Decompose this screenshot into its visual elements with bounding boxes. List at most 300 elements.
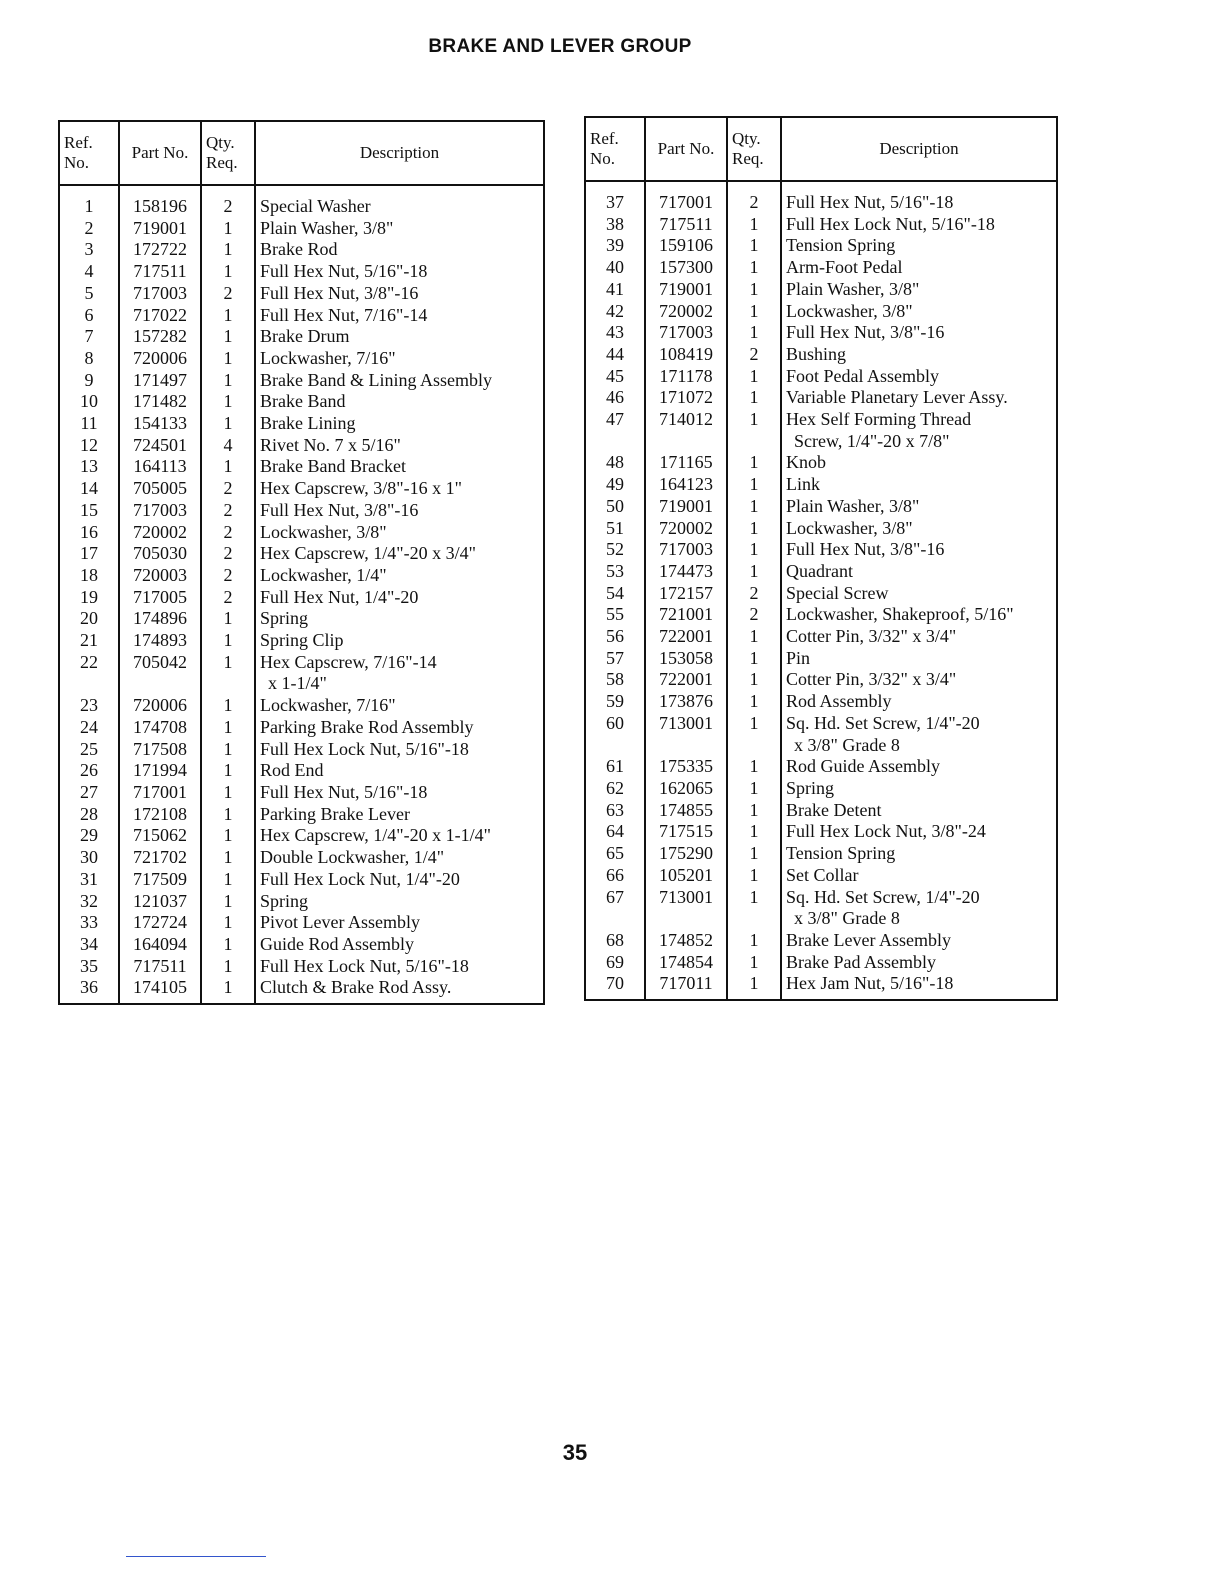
part-no-cell: 164113: [119, 456, 201, 478]
ref-no-cell: 46: [585, 387, 645, 409]
ref-no-cell: 7: [59, 326, 119, 348]
table-row: [585, 387, 1057, 409]
part-no-cell: 174854: [645, 952, 727, 974]
part-no-cell: 162065: [645, 778, 727, 800]
description-cell: Foot Pedal Assembly: [781, 366, 1057, 388]
table-row: [59, 977, 544, 1004]
ref-no-cell: 13: [59, 456, 119, 478]
table-row: [59, 912, 544, 934]
ref-no-cell: 52: [585, 539, 645, 561]
header-part-no: Part No.: [645, 117, 727, 181]
description-cell: Lockwasher, 3/8": [781, 301, 1057, 323]
part-no-cell: 705030: [119, 543, 201, 565]
part-no-cell: 174855: [645, 800, 727, 822]
table-row: [59, 456, 544, 478]
header-description: Description: [781, 117, 1057, 181]
table-row: [585, 322, 1057, 344]
part-no-cell: 174896: [119, 608, 201, 630]
description-cell: Quadrant: [781, 561, 1057, 583]
qty-cell: 1: [201, 847, 255, 869]
qty-cell: [727, 735, 781, 757]
qty-cell: 1: [727, 669, 781, 691]
part-no-cell: 159106: [645, 235, 727, 257]
qty-cell: 1: [201, 782, 255, 804]
qty-cell: 2: [201, 500, 255, 522]
part-no-cell: 172157: [645, 583, 727, 605]
ref-no-cell: [585, 908, 645, 930]
qty-cell: 1: [727, 930, 781, 952]
ref-no-cell: 63: [585, 800, 645, 822]
description-cell: Rod Guide Assembly: [781, 756, 1057, 778]
qty-cell: 1: [727, 366, 781, 388]
qty-cell: 1: [201, 261, 255, 283]
ref-no-cell: 4: [59, 261, 119, 283]
table-row: [59, 695, 544, 717]
part-no-cell: [645, 431, 727, 453]
table-row: [585, 973, 1057, 1000]
ref-no-cell: 39: [585, 235, 645, 257]
qty-cell: 1: [727, 648, 781, 670]
table-row: [585, 821, 1057, 843]
description-cell: Brake Lining: [255, 413, 544, 435]
table-row: [585, 887, 1057, 909]
table-row: [585, 474, 1057, 496]
description-cell: Bushing: [781, 344, 1057, 366]
qty-cell: [727, 908, 781, 930]
table-row: [59, 370, 544, 392]
ref-no-cell: 35: [59, 956, 119, 978]
part-no-cell: 174473: [645, 561, 727, 583]
qty-cell: 1: [201, 413, 255, 435]
table-row: [585, 604, 1057, 626]
qty-cell: 2: [201, 587, 255, 609]
part-no-cell: 171072: [645, 387, 727, 409]
ref-no-cell: [59, 673, 119, 695]
description-cell: x 3/8" Grade 8: [781, 735, 1057, 757]
description-cell: Full Hex Nut, 1/4"-20: [255, 587, 544, 609]
parts-table-right-body: [585, 181, 1057, 1000]
part-no-cell: 175290: [645, 843, 727, 865]
header-part-no: Part No.: [119, 121, 201, 185]
description-cell: Tension Spring: [781, 843, 1057, 865]
qty-cell: 1: [201, 977, 255, 1004]
ref-no-cell: 30: [59, 847, 119, 869]
ref-no-cell: 65: [585, 843, 645, 865]
qty-cell: 1: [201, 630, 255, 652]
part-no-cell: 713001: [645, 713, 727, 735]
table-row: [585, 583, 1057, 605]
qty-cell: 1: [727, 887, 781, 909]
description-cell: Set Collar: [781, 865, 1057, 887]
part-no-cell: [645, 908, 727, 930]
part-no-cell: 157282: [119, 326, 201, 348]
description-cell: Brake Detent: [781, 800, 1057, 822]
part-no-cell: 724501: [119, 435, 201, 457]
qty-cell: 1: [201, 391, 255, 413]
table-row: [585, 713, 1057, 735]
part-no-cell: 174708: [119, 717, 201, 739]
table-row: [585, 214, 1057, 236]
qty-cell: 1: [727, 387, 781, 409]
ref-no-cell: 69: [585, 952, 645, 974]
description-cell: Hex Capscrew, 3/8"-16 x 1": [255, 478, 544, 500]
part-no-cell: 171994: [119, 760, 201, 782]
table-row: [59, 869, 544, 891]
table-row-continuation: [585, 908, 1057, 930]
table-row: [585, 778, 1057, 800]
qty-cell: 1: [727, 496, 781, 518]
ref-no-cell: 55: [585, 604, 645, 626]
part-no-cell: [645, 735, 727, 757]
qty-cell: 1: [727, 518, 781, 540]
qty-cell: 1: [727, 214, 781, 236]
part-no-cell: 153058: [645, 648, 727, 670]
table-row: [59, 326, 544, 348]
qty-cell: 2: [727, 344, 781, 366]
part-no-cell: 720002: [645, 301, 727, 323]
part-no-cell: 721702: [119, 847, 201, 869]
qty-cell: [727, 431, 781, 453]
table-row: [59, 847, 544, 869]
table-row: [59, 239, 544, 261]
part-no-cell: 174852: [645, 930, 727, 952]
part-no-cell: 722001: [645, 626, 727, 648]
description-cell: Brake Band: [255, 391, 544, 413]
header-description: Description: [255, 121, 544, 185]
table-row: [585, 366, 1057, 388]
part-no-cell: 722001: [645, 669, 727, 691]
ref-no-cell: 61: [585, 756, 645, 778]
table-row-continuation: [59, 673, 544, 695]
description-cell: Plain Washer, 3/8": [781, 279, 1057, 301]
qty-cell: 1: [727, 452, 781, 474]
table-row: [585, 344, 1057, 366]
table-row: [59, 305, 544, 327]
table-row: [585, 496, 1057, 518]
ref-no-cell: 38: [585, 214, 645, 236]
ref-no-cell: 64: [585, 821, 645, 843]
table-row: [585, 843, 1057, 865]
description-cell: Lockwasher, Shakeproof, 5/16": [781, 604, 1057, 626]
table-row: [585, 518, 1057, 540]
description-cell: x 1-1/4": [255, 673, 544, 695]
ref-no-cell: 70: [585, 973, 645, 1000]
description-cell: Brake Band & Lining Assembly: [255, 370, 544, 392]
table-row: [585, 257, 1057, 279]
description-cell: Brake Rod: [255, 239, 544, 261]
qty-cell: 1: [201, 652, 255, 674]
part-no-cell: 121037: [119, 891, 201, 913]
ref-no-cell: 2: [59, 218, 119, 240]
qty-cell: 1: [727, 301, 781, 323]
description-cell: Knob: [781, 452, 1057, 474]
ref-no-cell: 28: [59, 804, 119, 826]
description-cell: Full Hex Nut, 7/16"-14: [255, 305, 544, 327]
table-row: [585, 648, 1057, 670]
table-row: [585, 952, 1057, 974]
table-row: [59, 391, 544, 413]
part-no-cell: 171497: [119, 370, 201, 392]
qty-cell: 1: [727, 257, 781, 279]
part-no-cell: 720002: [645, 518, 727, 540]
part-no-cell: 717508: [119, 739, 201, 761]
part-no-cell: 158196: [119, 185, 201, 218]
ref-no-cell: 20: [59, 608, 119, 630]
qty-cell: 1: [727, 756, 781, 778]
ref-no-cell: 43: [585, 322, 645, 344]
table-row: [585, 669, 1057, 691]
part-no-cell: 719001: [119, 218, 201, 240]
qty-cell: 1: [201, 934, 255, 956]
qty-cell: 1: [201, 760, 255, 782]
table-row: [59, 185, 544, 218]
ref-no-cell: 16: [59, 522, 119, 544]
table-row-continuation: [585, 431, 1057, 453]
part-no-cell: [119, 673, 201, 695]
table-row: [585, 800, 1057, 822]
part-no-cell: 717003: [645, 322, 727, 344]
part-no-cell: 164123: [645, 474, 727, 496]
description-cell: Special Screw: [781, 583, 1057, 605]
table-row: [585, 691, 1057, 713]
part-no-cell: 717011: [645, 973, 727, 1000]
part-no-cell: 105201: [645, 865, 727, 887]
description-cell: Parking Brake Lever: [255, 804, 544, 826]
part-no-cell: 172724: [119, 912, 201, 934]
description-cell: Full Hex Nut, 5/16"-18: [255, 782, 544, 804]
table-row: [59, 348, 544, 370]
description-cell: Full Hex Nut, 5/16"-18: [781, 181, 1057, 214]
table-row: [59, 261, 544, 283]
qty-cell: 1: [201, 348, 255, 370]
description-cell: Parking Brake Rod Assembly: [255, 717, 544, 739]
ref-no-cell: 33: [59, 912, 119, 934]
table-row: [585, 301, 1057, 323]
qty-cell: 1: [727, 279, 781, 301]
qty-cell: 1: [201, 869, 255, 891]
description-cell: Spring: [255, 891, 544, 913]
qty-cell: 1: [201, 956, 255, 978]
ref-no-cell: 17: [59, 543, 119, 565]
description-cell: Lockwasher, 7/16": [255, 348, 544, 370]
part-no-cell: 174105: [119, 977, 201, 1004]
ref-no-cell: 60: [585, 713, 645, 735]
ref-no-cell: 31: [59, 869, 119, 891]
part-no-cell: 717511: [645, 214, 727, 236]
qty-cell: 2: [727, 583, 781, 605]
table-row: [585, 865, 1057, 887]
ref-no-cell: 5: [59, 283, 119, 305]
ref-no-cell: 51: [585, 518, 645, 540]
description-cell: Pivot Lever Assembly: [255, 912, 544, 934]
table-row: [59, 283, 544, 305]
table-row: [59, 782, 544, 804]
part-no-cell: 717005: [119, 587, 201, 609]
qty-cell: 1: [201, 239, 255, 261]
qty-cell: 1: [727, 691, 781, 713]
ref-no-cell: 57: [585, 648, 645, 670]
part-no-cell: 175335: [645, 756, 727, 778]
ref-no-cell: 10: [59, 391, 119, 413]
part-no-cell: 157300: [645, 257, 727, 279]
part-no-cell: 108419: [645, 344, 727, 366]
description-cell: Spring Clip: [255, 630, 544, 652]
ref-no-cell: 49: [585, 474, 645, 496]
description-cell: Hex Capscrew, 1/4"-20 x 3/4": [255, 543, 544, 565]
description-cell: Lockwasher, 7/16": [255, 695, 544, 717]
part-no-cell: 720003: [119, 565, 201, 587]
part-no-cell: 717003: [119, 500, 201, 522]
qty-cell: 1: [727, 626, 781, 648]
description-cell: Hex Self Forming Thread: [781, 409, 1057, 431]
part-no-cell: 717509: [119, 869, 201, 891]
table-row: [59, 500, 544, 522]
description-cell: Full Hex Nut, 5/16"-18: [255, 261, 544, 283]
qty-cell: 1: [201, 456, 255, 478]
ref-no-cell: 54: [585, 583, 645, 605]
description-cell: Plain Washer, 3/8": [781, 496, 1057, 518]
part-no-cell: 154133: [119, 413, 201, 435]
qty-cell: 1: [201, 739, 255, 761]
ref-no-cell: 11: [59, 413, 119, 435]
table-row: [59, 739, 544, 761]
description-cell: Spring: [255, 608, 544, 630]
table-row: [585, 626, 1057, 648]
qty-cell: 1: [727, 561, 781, 583]
description-cell: Clutch & Brake Rod Assy.: [255, 977, 544, 1004]
qty-cell: 2: [201, 185, 255, 218]
part-no-cell: 720006: [119, 695, 201, 717]
table-row: [59, 717, 544, 739]
header-qty-req: Qty. Req.: [727, 117, 781, 181]
table-row: [585, 539, 1057, 561]
ref-no-cell: 59: [585, 691, 645, 713]
qty-cell: 1: [727, 322, 781, 344]
part-no-cell: 705042: [119, 652, 201, 674]
part-no-cell: 717003: [119, 283, 201, 305]
part-no-cell: 171178: [645, 366, 727, 388]
part-no-cell: 717511: [119, 956, 201, 978]
table-row: [585, 181, 1057, 214]
header-ref-no: Ref. No.: [585, 117, 645, 181]
description-cell: Pin: [781, 648, 1057, 670]
description-cell: Cotter Pin, 3/32" x 3/4": [781, 669, 1057, 691]
part-no-cell: 714012: [645, 409, 727, 431]
qty-cell: 1: [727, 800, 781, 822]
ref-no-cell: 3: [59, 239, 119, 261]
table-row-continuation: [585, 735, 1057, 757]
table-row: [585, 235, 1057, 257]
qty-cell: 4: [201, 435, 255, 457]
part-no-cell: 171165: [645, 452, 727, 474]
qty-cell: 1: [727, 713, 781, 735]
part-no-cell: 717515: [645, 821, 727, 843]
table-row: [59, 825, 544, 847]
ref-no-cell: 41: [585, 279, 645, 301]
ref-no-cell: 24: [59, 717, 119, 739]
ref-no-cell: 34: [59, 934, 119, 956]
description-cell: Rod End: [255, 760, 544, 782]
part-no-cell: 717022: [119, 305, 201, 327]
description-cell: Lockwasher, 1/4": [255, 565, 544, 587]
table-row: [59, 413, 544, 435]
part-no-cell: 705005: [119, 478, 201, 500]
qty-cell: 2: [201, 478, 255, 500]
part-no-cell: 713001: [645, 887, 727, 909]
qty-cell: 1: [201, 608, 255, 630]
header-qty-req: Qty. Req.: [201, 121, 255, 185]
table-header-row: [585, 117, 1057, 181]
ref-no-cell: 58: [585, 669, 645, 691]
description-cell: Brake Drum: [255, 326, 544, 348]
ref-no-cell: 44: [585, 344, 645, 366]
ref-no-cell: 53: [585, 561, 645, 583]
table-row: [59, 956, 544, 978]
part-no-cell: 717003: [645, 539, 727, 561]
description-cell: Double Lockwasher, 1/4": [255, 847, 544, 869]
ref-no-cell: 25: [59, 739, 119, 761]
table-row: [59, 760, 544, 782]
description-cell: Full Hex Lock Nut, 1/4"-20: [255, 869, 544, 891]
part-no-cell: 173876: [645, 691, 727, 713]
table-row: [59, 587, 544, 609]
ref-no-cell: 40: [585, 257, 645, 279]
qty-cell: 1: [727, 539, 781, 561]
table-row: [59, 435, 544, 457]
table-row: [59, 934, 544, 956]
description-cell: Hex Capscrew, 1/4"-20 x 1-1/4": [255, 825, 544, 847]
description-cell: Full Hex Lock Nut, 5/16"-18: [255, 956, 544, 978]
ref-no-cell: 14: [59, 478, 119, 500]
ref-no-cell: 18: [59, 565, 119, 587]
description-cell: x 3/8" Grade 8: [781, 908, 1057, 930]
qty-cell: 1: [727, 235, 781, 257]
table-row: [585, 756, 1057, 778]
description-cell: Hex Jam Nut, 5/16"-18: [781, 973, 1057, 1000]
ref-no-cell: 37: [585, 181, 645, 214]
qty-cell: [201, 673, 255, 695]
ref-no-cell: 21: [59, 630, 119, 652]
part-no-cell: 720002: [119, 522, 201, 544]
ref-no-cell: 66: [585, 865, 645, 887]
description-cell: Full Hex Nut, 3/8"-16: [781, 322, 1057, 344]
part-no-cell: 171482: [119, 391, 201, 413]
ref-no-cell: 48: [585, 452, 645, 474]
table-row: [59, 804, 544, 826]
qty-cell: 1: [201, 326, 255, 348]
qty-cell: 1: [727, 474, 781, 496]
qty-cell: 1: [201, 804, 255, 826]
table-row: [59, 543, 544, 565]
parts-table-right: [584, 116, 1058, 1001]
description-cell: Full Hex Lock Nut, 5/16"-18: [781, 214, 1057, 236]
ref-no-cell: 27: [59, 782, 119, 804]
part-no-cell: 721001: [645, 604, 727, 626]
page-number: 35: [562, 1440, 588, 1465]
page-title: BRAKE AND LEVER GROUP: [428, 36, 692, 57]
qty-cell: 1: [727, 865, 781, 887]
qty-cell: 2: [727, 604, 781, 626]
description-cell: Full Hex Nut, 3/8"-16: [781, 539, 1057, 561]
part-no-cell: 719001: [645, 279, 727, 301]
qty-cell: 1: [727, 778, 781, 800]
ref-no-cell: 9: [59, 370, 119, 392]
ref-no-cell: 12: [59, 435, 119, 457]
ref-no-cell: 36: [59, 977, 119, 1004]
qty-cell: 1: [727, 821, 781, 843]
qty-cell: 2: [201, 565, 255, 587]
parts-table-left-body: [59, 185, 544, 1004]
